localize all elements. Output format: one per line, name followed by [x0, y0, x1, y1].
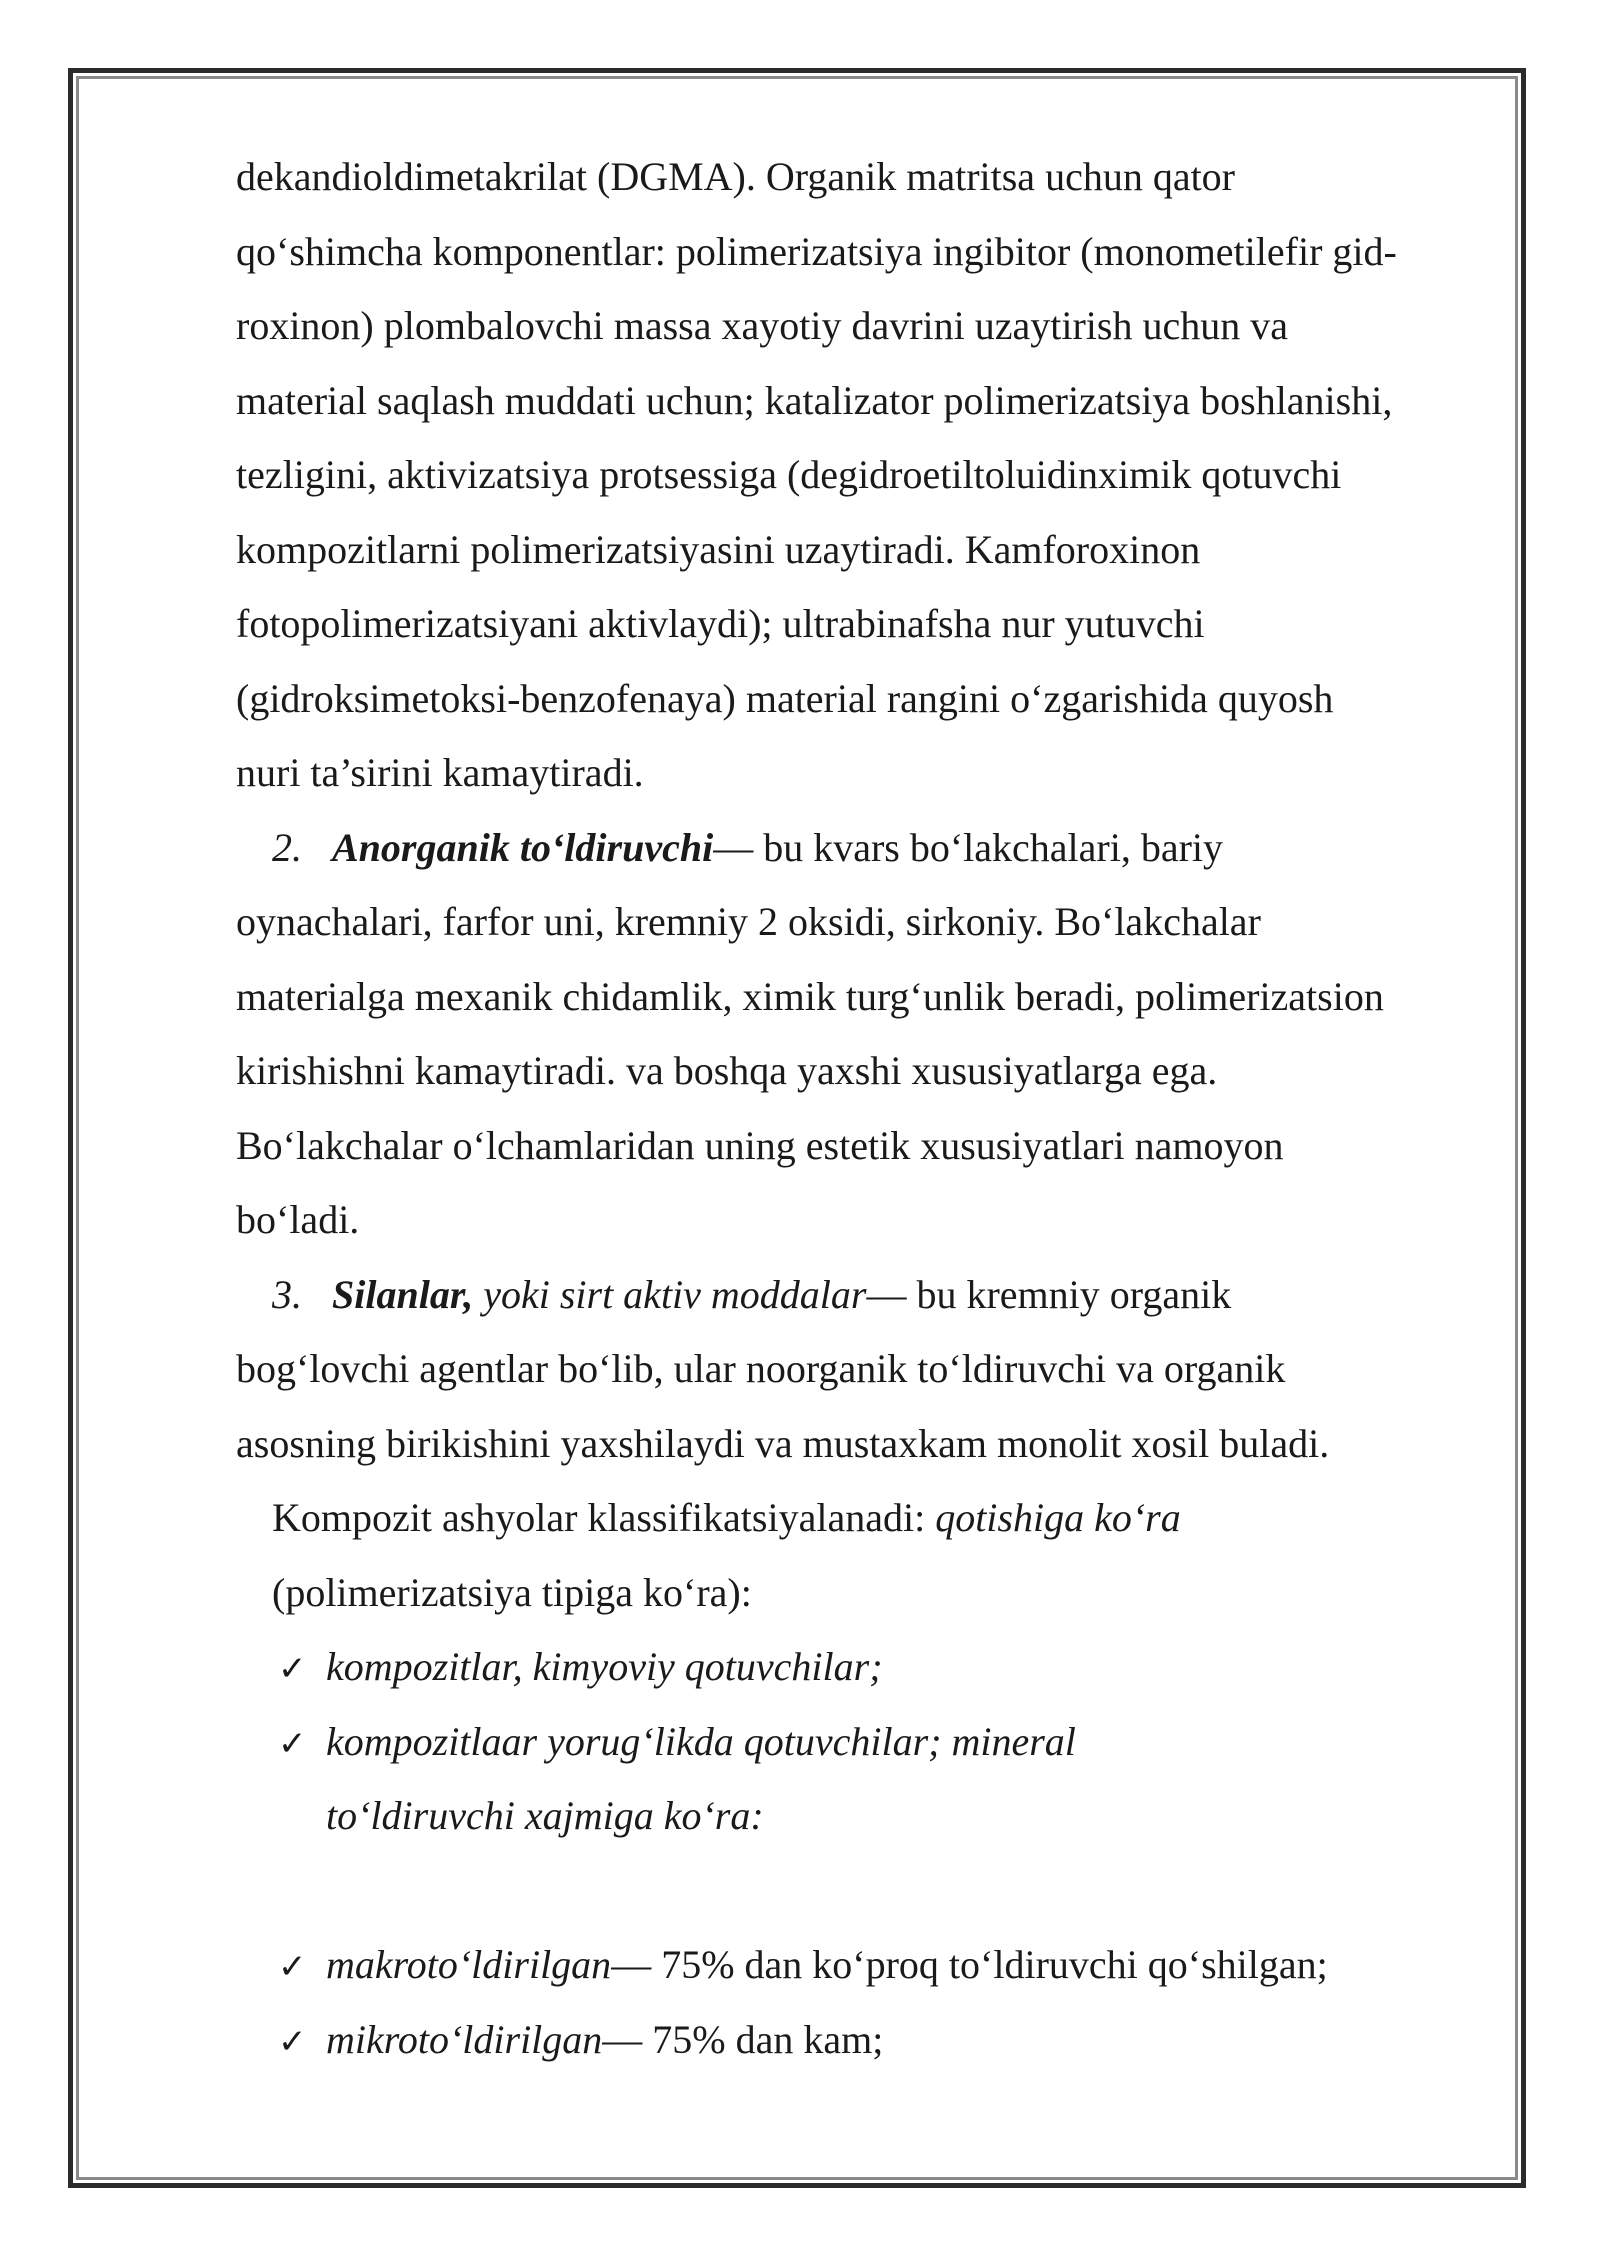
check-item	[236, 2003, 1526, 2078]
list-number: 3.	[272, 1271, 302, 1317]
classification-intro	[236, 1481, 1526, 1556]
text-line: Bo‘lakchalar o‘lchamlaridan uning estetik xususiyatlari namoyon	[236, 1122, 1284, 1168]
check-text: kompozitlar, kimyoviy qotuvchilar;	[326, 1644, 883, 1689]
text-line: kirishishni kamaytiradi. va boshqa yaxshi xususiyatlarga ega.	[236, 1048, 1218, 1093]
text-line: kompozitlarni polimerizatsiyasini uzaytiradi. Kamforoxinon	[236, 526, 1201, 572]
check-text: — 75% dan kam;	[602, 2016, 884, 2062]
list-term: Silanlar,	[332, 1271, 474, 1317]
classification-text: Kompozit ashyolar klassifikatsiyalanadi:	[272, 1495, 936, 1540]
text-line: nuri ta’sirini kamaytiradi.	[236, 750, 644, 795]
text-line: tezligini, aktivizatsiya protsessiga (degidroetiltoluidinximik qotuvchi	[236, 452, 1342, 497]
check-text-continued: to‘ldiruvchi xajmiga ko‘ra:	[326, 1793, 764, 1838]
checkmark-icon: ✓	[278, 1649, 307, 1689]
list-term-italic: yoki sirt aktiv moddalar	[473, 1271, 867, 1317]
checkmark-icon: ✓	[278, 2021, 307, 2062]
checkmark-icon: ✓	[278, 1947, 307, 1987]
check-text: kompozitlaar yorug‘likda qotuvchilar; mineral	[326, 1718, 1076, 1764]
document-body	[236, 140, 1526, 2077]
check-text: — 75% dan ko‘proq to‘ldiruvchi qo‘shilgan;	[611, 1942, 1328, 1987]
text-line: dekandioldimetakrilat (DGMA). Organik matritsa uchun qator	[236, 154, 1236, 199]
text-line: qo‘shimcha komponentlar: polimerizatsiya ingibitor (monometilefir gid-	[236, 228, 1397, 274]
checkmark-icon: ✓	[278, 1723, 307, 1764]
list-term: Anorganik to‘ldiruvchi	[332, 824, 714, 870]
list-text: — bu kvars bo‘lakchalari, bariy	[713, 824, 1224, 870]
check-term: mikroto‘ldirilgan	[326, 2016, 603, 2062]
text-line: bo‘ladi.	[236, 1197, 360, 1242]
text-line: bog‘lovchi agentlar bo‘lib, ular noorganik to‘ldiruvchi va organik	[236, 1346, 1286, 1391]
list-number: 2.	[272, 824, 302, 870]
text-line: oynachalari, farfor uni, kremniy 2 oksidi, sirkoniy. Bo‘lakchalar	[236, 899, 1261, 944]
classification-italic: qotishiga ko‘ra	[935, 1495, 1181, 1540]
check-item	[236, 1928, 1526, 2003]
text-line: asosning birikishini yaxshilaydi va mustaxkam monolit xosil buladi.	[236, 1420, 1330, 1466]
text-line: material saqlash muddati uchun; katalizator polimerizatsiya boshlanishi,	[236, 377, 1393, 423]
text-line: roxinon) plombalovchi massa xayotiy davrini uzaytirish uchun va	[236, 303, 1288, 348]
blank-line	[236, 1854, 1526, 1929]
classification-line: (polimerizatsiya tipiga ko‘ra):	[272, 1569, 752, 1615]
text-line: (gidroksimetoksi-benzofenaya) material rangini o‘zgarishida quyosh	[236, 675, 1334, 721]
check-item	[236, 1630, 1526, 1705]
list-item-3	[236, 1258, 1526, 1333]
text-line: materialga mexanik chidamlik, ximik turg‘unlik beradi, polimerizatsion	[236, 973, 1384, 1019]
list-item-2	[236, 811, 1526, 886]
list-text: — bu kremniy organik	[866, 1271, 1232, 1317]
check-term: makroto‘ldirilgan	[326, 1942, 612, 1987]
check-item	[236, 1705, 1526, 1780]
text-line: fotopolimerizatsiyani aktivlaydi); ultrabinafsha nur yutuvchi	[236, 601, 1205, 646]
